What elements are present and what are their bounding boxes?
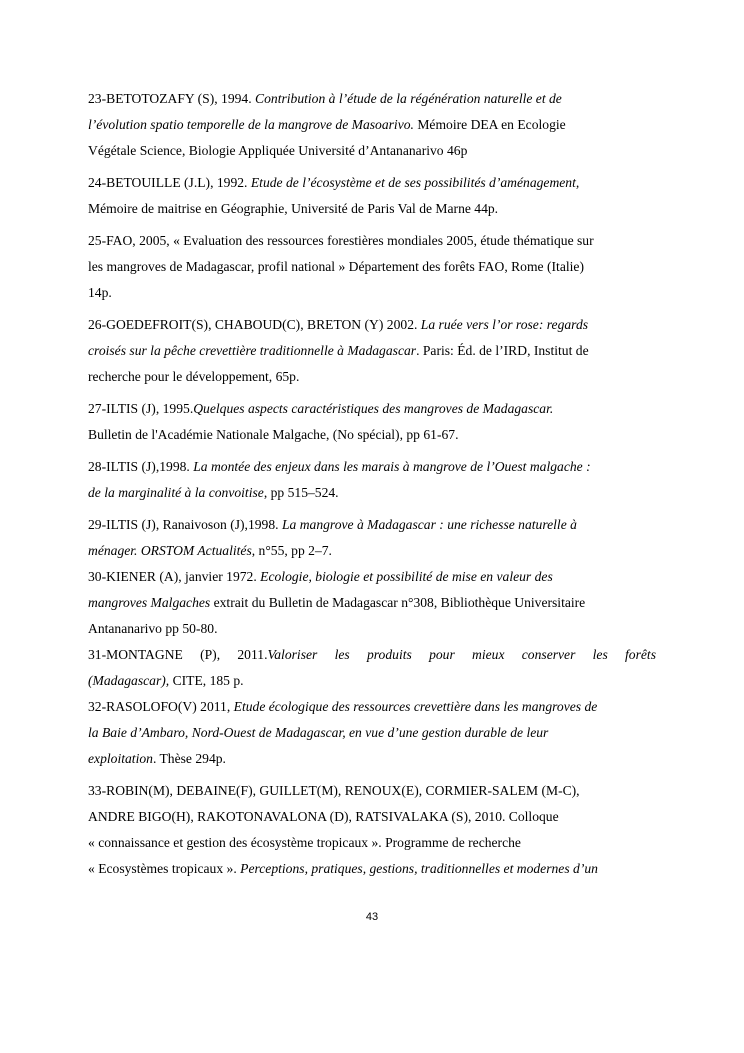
reference-27: [88, 396, 656, 448]
reference-line: (Madagascar), CITE, 185 p.: [88, 673, 244, 688]
reference-line: croisés sur la pêche crevettière traditionnelle à Madagascar. Paris: Éd. de l’IRD, Institut de: [88, 343, 589, 358]
reference-29: [88, 512, 656, 564]
reference-line: la Baie d’Ambaro, Nord-Ouest de Madagascar, en vue d’une gestion durable de leur: [88, 725, 549, 740]
page-number: 43: [365, 911, 379, 923]
reference-line: exploitation. Thèse 294p.: [88, 751, 226, 766]
reference-33: [88, 778, 656, 882]
reference-24: [88, 170, 656, 222]
reference-line: de la marginalité à la convoitise, pp 515–524.: [88, 485, 339, 500]
reference-32: [88, 694, 656, 772]
reference-line: Mémoire de maitrise en Géographie, Université de Paris Val de Marne 44p.: [88, 201, 499, 216]
reference-line: les mangroves de Madagascar, profil national » Département des forêts FAO, Rome (Italie): [88, 259, 584, 274]
reference-line: recherche pour le développement, 65p.: [88, 369, 300, 384]
reference-line: 29-ILTIS (J), Ranaivoson (J),1998. La mangrove à Madagascar : une richesse naturelle à: [88, 517, 577, 532]
reference-26: [88, 312, 656, 390]
reference-line: 25-FAO, 2005, « Evaluation des ressources forestières mondiales 2005, étude thématique sur: [88, 233, 594, 248]
reference-line: l’évolution spatio temporelle de la mangrove de Masoarivo. Mémoire DEA en Ecologie: [88, 117, 566, 132]
reference-line: 27-ILTIS (J), 1995.Quelques aspects caractéristiques des mangroves de Madagascar.: [88, 401, 554, 416]
reference-23: [88, 86, 656, 164]
reference-line: Antananarivo pp 50-80.: [88, 621, 218, 636]
reference-line: mangroves Malgaches extrait du Bulletin de Madagascar n°308, Bibliothèque Universitaire: [88, 595, 586, 610]
reference-30: [88, 564, 656, 642]
reference-28: [88, 454, 656, 506]
reference-line: ANDRE BIGO(H), RAKOTONAVALONA (D), RATSIVALAKA (S), 2010. Colloque: [88, 809, 559, 824]
reference-line: 14p.: [88, 285, 112, 300]
reference-line: Végétale Science, Biologie Appliquée Université d’Antananarivo 46p: [88, 143, 468, 158]
reference-line: 24-BETOUILLE (J.L), 1992. Etude de l’écosystème et de ses possibilités d’aménagement,: [88, 175, 580, 190]
reference-25: [88, 228, 656, 306]
reference-line: « connaissance et gestion des écosystème tropicaux ». Programme de recherche: [88, 835, 521, 850]
reference-line: 26-GOEDEFROIT(S), CHABOUD(C), BRETON (Y) 2002. La ruée vers l’or rose: regards: [88, 317, 589, 332]
reference-line: 30-KIENER (A), janvier 1972. Ecologie, biologie et possibilité de mise en valeur des: [88, 569, 553, 584]
reference-line: 31-MONTAGNE (P), 2011.Valoriser les produits pour mieux conserver les forêts: [88, 647, 656, 662]
reference-line: 28-ILTIS (J),1998. La montée des enjeux dans les marais à mangrove de l’Ouest malgache :: [88, 459, 591, 474]
reference-line: ménager. ORSTOM Actualités, n°55, pp 2–7.: [88, 543, 332, 558]
reference-line: Bulletin de l'Académie Nationale Malgache, (No spécial), pp 61-67.: [88, 427, 459, 442]
reference-line: 33-ROBIN(M), DEBAINE(F), GUILLET(M), RENOUX(E), CORMIER-SALEM (M-C),: [88, 783, 580, 798]
reference-line: 32-RASOLOFO(V) 2011, Etude écologique des ressources crevettière dans les mangroves de: [88, 699, 598, 714]
reference-line: 23-BETOTOZAFY (S), 1994. Contribution à l’étude de la régénération naturelle et de: [88, 91, 562, 106]
reference-line: « Ecosystèmes tropicaux ». Perceptions, pratiques, gestions, traditionnelles et modernes d’un: [88, 861, 598, 876]
reference-31: [88, 642, 656, 694]
bibliography-page: [88, 86, 656, 882]
